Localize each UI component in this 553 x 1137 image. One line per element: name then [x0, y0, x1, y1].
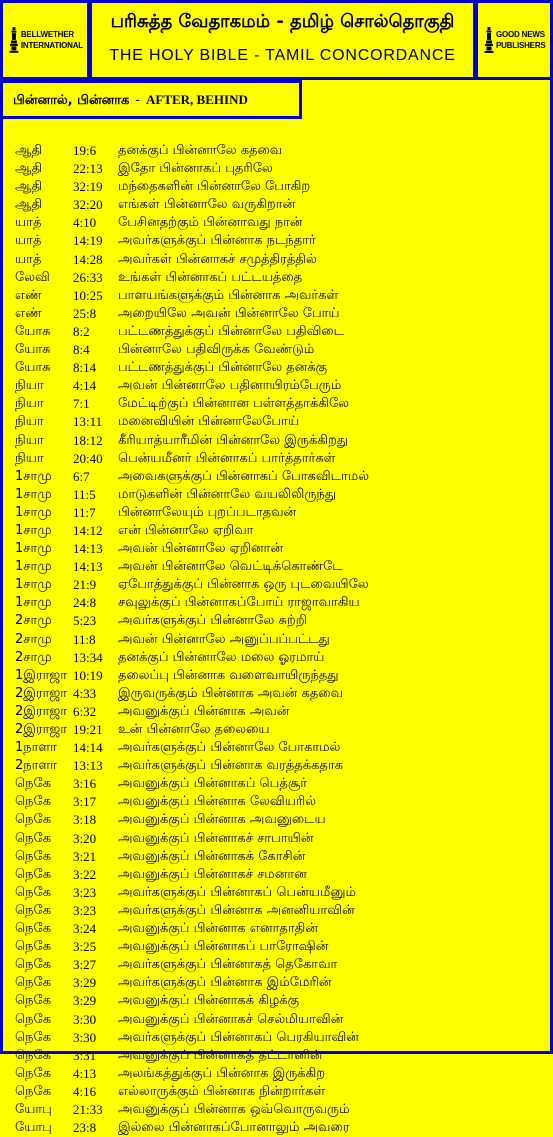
list-item — [15, 287, 545, 305]
verse-reference: 4:16 — [73, 1083, 97, 1099]
book-abbrev: லேவி — [15, 269, 50, 285]
verse-snippet: அவனுக்குப் பின்னாக அவனுடைய — [118, 812, 326, 828]
list-item — [15, 649, 545, 667]
book-abbrev: யாத் — [15, 251, 42, 267]
verse-snippet: பின்னாலேயும் புறப்படாதவன் — [118, 504, 297, 520]
list-item — [15, 395, 545, 413]
book-abbrev: நெகே — [15, 993, 52, 1009]
verse-snippet: அவர்களுக்குப் பின்னாக நடந்தார் — [118, 233, 316, 249]
verse-reference: 11:8 — [73, 631, 96, 647]
verse-snippet: எல்லாருக்கும் பின்னாக நின்றார்கள் — [118, 1083, 326, 1099]
book-abbrev: நியா — [15, 432, 44, 448]
verse-snippet: அவனுக்குப் பின்னாக லேவியரில் — [118, 794, 316, 810]
verse-snippet: பட்டணத்துக்குப் பின்னாலே தனக்கு — [118, 360, 328, 376]
list-item — [15, 305, 545, 323]
verse-snippet: பாளயங்களுக்கும் பின்னாக அவர்கள் — [118, 287, 339, 303]
verse-reference: 20:40 — [73, 450, 103, 466]
verse-snippet: அவன் பின்னாலே ஏறினான் — [118, 541, 283, 557]
book-abbrev: நியா — [15, 414, 44, 430]
book-abbrev: 1சாமு — [15, 486, 52, 502]
list-item — [15, 522, 545, 540]
list-item — [15, 576, 545, 594]
list-item — [15, 413, 545, 431]
verse-reference: 32:19 — [73, 179, 103, 195]
heading-tamil: பின்னால், பின்னாக — [13, 93, 130, 108]
list-item — [15, 1011, 545, 1029]
book-abbrev: நெகே — [15, 957, 52, 973]
list-item — [15, 739, 545, 757]
book-abbrev: 2இராஜா — [15, 703, 68, 719]
list-item — [15, 341, 545, 359]
word-heading-box — [0, 80, 302, 119]
goodnews-logo — [475, 0, 553, 80]
list-item — [15, 703, 545, 721]
list-item — [15, 612, 545, 630]
verse-reference: 3:24 — [73, 921, 97, 937]
verse-snippet: அவர்களுக்குப் பின்னாலே போகாமல் — [118, 740, 341, 756]
book-abbrev: 1சாமு — [15, 522, 52, 538]
book-abbrev: நெகே — [15, 866, 52, 882]
verse-reference: 14:13 — [73, 559, 103, 575]
verse-reference: 11:5 — [73, 486, 96, 502]
title-tamil: பரிசுத்த வேதாகமம் - தமிழ் சொல்தொகுதி — [110, 11, 455, 32]
book-abbrev: 2இராஜா — [15, 722, 68, 737]
verse-reference: 8:2 — [73, 323, 90, 339]
verse-reference: 4:13 — [73, 1065, 97, 1081]
list-item — [15, 377, 545, 395]
book-abbrev: யோபு — [15, 1101, 52, 1117]
bellwether-logo — [0, 0, 90, 80]
book-abbrev: நெகே — [15, 939, 52, 955]
book-abbrev: நெகே — [15, 1029, 52, 1045]
list-item — [15, 558, 545, 576]
list-item — [15, 1047, 545, 1065]
list-item — [15, 884, 545, 902]
verse-reference: 3:16 — [73, 776, 97, 792]
verse-snippet: பின்னாலே பதிவிருக்க வேண்டும் — [118, 342, 315, 358]
book-abbrev: ஆதி — [15, 197, 43, 213]
verse-snippet: அவன் பின்னாலே அனுப்பப்பட்டது — [118, 631, 330, 647]
verse-snippet: அவனுக்குப் பின்னாகத் தட்டானின் — [118, 1047, 323, 1063]
verse-reference: 3:20 — [73, 830, 97, 846]
verse-reference: 13:13 — [73, 758, 103, 774]
verse-reference: 14:14 — [73, 740, 103, 756]
left-border — [0, 119, 3, 1054]
book-abbrev: நெகே — [15, 1047, 52, 1063]
book-abbrev: நெகே — [15, 812, 52, 828]
verse-reference: 10:25 — [73, 287, 103, 303]
verse-reference: 6:7 — [73, 468, 90, 484]
goodnews-figure-icon — [484, 14, 494, 66]
verse-snippet: அவனுக்குப் பின்னாகக் கோசின் — [118, 848, 306, 864]
book-abbrev: நெகே — [15, 1065, 52, 1081]
book-abbrev: நெகே — [15, 830, 52, 846]
list-item — [15, 775, 545, 793]
verse-snippet: உங்கள் பின்னாகப் பட்டயத்தை — [118, 269, 303, 285]
verse-reference: 8:4 — [73, 342, 90, 358]
list-item — [15, 667, 545, 685]
verse-reference: 26:33 — [73, 269, 103, 285]
book-abbrev: 1சாமு — [15, 468, 52, 484]
verse-list — [15, 142, 545, 1137]
book-abbrev: 2சாமு — [15, 631, 52, 647]
verse-snippet: அவர்களுக்குப் பின்னாகத் தெகோவா — [118, 957, 338, 973]
verse-reference: 6:32 — [73, 703, 97, 719]
verse-reference: 13:11 — [73, 414, 103, 430]
verse-reference: 3:25 — [73, 939, 97, 955]
verse-snippet: அறையிலே அவன் பின்னாலே போய் — [118, 305, 340, 321]
verse-snippet: சவுலுக்குப் பின்னாகப்போய் ராஜாவாகிய — [118, 595, 360, 611]
book-abbrev: ஆதி — [15, 143, 43, 158]
word-heading — [13, 92, 248, 109]
verse-snippet: உன் பின்னாலே தலையை — [118, 722, 270, 737]
verse-reference: 11:7 — [73, 504, 96, 520]
list-item — [15, 160, 545, 178]
list-item — [15, 992, 545, 1010]
list-item — [15, 540, 545, 558]
list-item — [15, 1101, 545, 1119]
verse-reference: 25:8 — [73, 305, 97, 321]
verse-reference: 18:12 — [73, 432, 103, 448]
verse-reference: 14:13 — [73, 541, 103, 557]
book-abbrev: ஆதி — [15, 161, 43, 177]
book-abbrev: 1சாமு — [15, 504, 52, 520]
verse-snippet: அவன் பின்னாலே பதினாயிரம்பேரும் — [118, 378, 342, 394]
verse-snippet: அவனுக்குப் பின்னாக ஒவ்வொருவரும் — [118, 1101, 350, 1117]
book-abbrev: நெகே — [15, 1083, 52, 1099]
verse-reference: 3:27 — [73, 957, 97, 973]
verse-snippet: அவர்கள் பின்னாகச் சமுத்திரத்தில் — [118, 251, 317, 267]
book-abbrev: எண் — [15, 305, 42, 321]
verse-snippet: அவர்களுக்குப் பின்னாகப் பெரகியாவின் — [118, 1029, 359, 1045]
verse-reference: 4:33 — [73, 685, 97, 701]
book-abbrev: 1சாமு — [15, 577, 52, 593]
book-abbrev: நெகே — [15, 884, 52, 900]
verse-reference: 4:10 — [73, 215, 97, 231]
book-abbrev: நெகே — [15, 1011, 52, 1027]
goodnews-logo-text: GOOD NEWS PUBLISHERS — [495, 30, 546, 50]
book-abbrev: நெகே — [15, 975, 52, 991]
verse-reference: 32:20 — [73, 197, 103, 213]
list-item — [15, 848, 545, 866]
verse-reference: 14:19 — [73, 233, 103, 249]
book-abbrev: நியா — [15, 396, 44, 412]
book-abbrev: நெகே — [15, 848, 52, 864]
verse-snippet: மந்தைகளின் பின்னாலே போகிற — [118, 179, 311, 195]
verse-snippet: அவர்களுக்குப் பின்னாலே சுற்றி — [118, 613, 307, 629]
list-item — [15, 830, 545, 848]
book-abbrev: நெகே — [15, 776, 52, 792]
list-item — [15, 757, 545, 775]
list-item — [15, 251, 545, 269]
title-box — [89, 0, 476, 80]
verse-snippet: கீரியாத்யாரீமின் பின்னாலே இருக்கிறது — [118, 432, 349, 448]
book-abbrev: 1நாளா — [15, 740, 57, 756]
verse-reference: 3:17 — [73, 794, 97, 810]
verse-reference: 3:31 — [73, 1047, 97, 1063]
verse-reference: 3:29 — [73, 993, 97, 1009]
list-item — [15, 631, 545, 649]
verse-snippet: பட்டணத்துக்குப் பின்னாலே பதிவிடை — [118, 323, 345, 339]
verse-reference: 13:34 — [73, 649, 103, 665]
verse-snippet: இல்லை பின்னாகப்போனாலும் அவரை — [118, 1120, 350, 1136]
list-item — [15, 902, 545, 920]
list-item — [15, 1029, 545, 1047]
verse-snippet: அவனுக்குப் பின்னாகப் பாரோஷின் — [118, 939, 329, 955]
book-abbrev: ஆதி — [15, 179, 43, 195]
book-abbrev: 2நாளா — [15, 758, 57, 774]
verse-snippet: மனைவியின் பின்னாலேபோய் — [118, 414, 299, 430]
verse-reference: 3:30 — [73, 1011, 97, 1027]
list-item — [15, 1083, 545, 1101]
list-item — [15, 1119, 545, 1137]
verse-snippet: ஏபோத்துக்குப் பின்னாக ஒரு புடவையிலே — [118, 577, 369, 593]
book-abbrev: நெகே — [15, 902, 52, 918]
verse-snippet: தனக்குப் பின்னாலே கதவை — [118, 143, 283, 158]
book-abbrev: யோசு — [15, 342, 51, 358]
bellwether-logo-text: BELLWETHER INTERNATIONAL — [20, 30, 83, 50]
list-item — [15, 793, 545, 811]
book-abbrev: 1சாமு — [15, 595, 52, 611]
verse-snippet: இருவருக்கும் பின்னாக அவன் கதவை — [118, 685, 344, 701]
verse-snippet: தனக்குப் பின்னாலே மலை ஓரமாய் — [118, 649, 325, 665]
list-item — [15, 359, 545, 377]
verse-snippet: பேசினதற்கும் பின்னாவது நான் — [118, 215, 303, 231]
list-item — [15, 1065, 545, 1083]
verse-snippet: அவர்களுக்குப் பின்னாகப் பென்யமீனும் — [118, 884, 356, 900]
verse-reference: 3:29 — [73, 975, 97, 991]
verse-snippet: அவனுக்குப் பின்னாகச் சமனான — [118, 866, 307, 882]
list-item — [15, 178, 545, 196]
book-abbrev: 1சாமு — [15, 559, 52, 575]
list-item — [15, 956, 545, 974]
list-item — [15, 450, 545, 468]
verse-snippet: அவனுக்குப் பின்னாக எனாதாதின் — [118, 921, 318, 937]
verse-reference: 14:12 — [73, 522, 103, 538]
verse-reference: 3:21 — [73, 848, 97, 864]
verse-reference: 3:18 — [73, 812, 97, 828]
verse-snippet: மாடுகளின் பின்னாலே வயலிலிருந்து — [118, 486, 337, 502]
verse-snippet: மேட்டிற்குப் பின்னான பள்ளத்தாக்கிலே — [118, 396, 349, 412]
verse-reference: 24:8 — [73, 595, 97, 611]
verse-reference: 22:13 — [73, 161, 103, 177]
verse-snippet: அவர்களுக்குப் பின்னாக அனனியாவின் — [118, 902, 355, 918]
header — [0, 0, 553, 80]
verse-reference: 8:14 — [73, 360, 97, 376]
book-abbrev: யோசு — [15, 360, 51, 376]
list-item — [15, 232, 545, 250]
verse-reference: 21:33 — [73, 1101, 103, 1117]
verse-snippet: அலங்கத்துக்குப் பின்னாக இருக்கிற — [118, 1065, 326, 1081]
verse-reference: 3:22 — [73, 866, 97, 882]
verse-snippet: அவனுக்குப் பின்னாகச் செல்மியாவின் — [118, 1011, 344, 1027]
bellwether-figure-icon — [9, 14, 19, 66]
verse-reference: 3:23 — [73, 884, 97, 900]
book-abbrev: 1சாமு — [15, 541, 52, 557]
list-item — [15, 721, 545, 739]
verse-snippet: அவர்களுக்குப் பின்னாக வரத்தக்கதாக — [118, 758, 343, 774]
heading-english: AFTER, BEHIND — [146, 92, 248, 107]
heading-dash: - — [135, 93, 140, 108]
verse-reference: 19:6 — [73, 143, 97, 158]
book-abbrev: எண் — [15, 287, 42, 303]
verse-snippet: என் பின்னாலே ஏறிவா — [118, 522, 254, 538]
verse-reference: 14:28 — [73, 251, 103, 267]
verse-reference: 7:1 — [73, 396, 90, 412]
verse-reference: 10:19 — [73, 667, 103, 683]
verse-reference: 3:23 — [73, 902, 97, 918]
list-item — [15, 432, 545, 450]
verse-snippet: பென்யமீனர் பின்னாகப் பார்த்தார்கள் — [118, 450, 336, 466]
list-item — [15, 486, 545, 504]
verse-snippet: அவனுக்குப் பின்னாகச் சாபாயின் — [118, 830, 314, 846]
book-abbrev: நியா — [15, 378, 44, 394]
verse-snippet: அவனுக்குப் பின்னாகப் பெத்சூர் — [118, 776, 308, 792]
list-item — [15, 323, 545, 341]
list-item — [15, 142, 545, 160]
book-abbrev: 2சாமு — [15, 613, 52, 629]
book-abbrev: யோசு — [15, 323, 51, 339]
book-abbrev: 1இராஜா — [15, 667, 68, 683]
list-item — [15, 938, 545, 956]
verse-snippet: எங்கள் பின்னாலே வருகிறான் — [118, 197, 296, 213]
list-item — [15, 269, 545, 287]
list-item — [15, 685, 545, 703]
verse-reference: 23:8 — [73, 1120, 97, 1136]
list-item — [15, 920, 545, 938]
verse-snippet: அவனுக்குப் பின்னாக அவன் — [118, 703, 290, 719]
verse-reference: 21:9 — [73, 577, 97, 593]
list-item — [15, 974, 545, 992]
verse-reference: 3:30 — [73, 1029, 97, 1045]
verse-snippet: அவன் பின்னாலே வெட்டிக்கொண்டே — [118, 559, 343, 575]
book-abbrev: 2இராஜா — [15, 685, 68, 701]
verse-snippet: இதோ பின்னாகப் புதரிலே — [118, 161, 273, 177]
list-item — [15, 811, 545, 829]
book-abbrev: யோபு — [15, 1120, 52, 1136]
verse-reference: 4:14 — [73, 378, 97, 394]
list-item — [15, 196, 545, 214]
book-abbrev: நெகே — [15, 921, 52, 937]
book-abbrev: யாத் — [15, 215, 42, 231]
verse-reference: 19:21 — [73, 722, 103, 737]
list-item — [15, 468, 545, 486]
book-abbrev: நியா — [15, 450, 44, 466]
book-abbrev: நெகே — [15, 794, 52, 810]
list-item — [15, 214, 545, 232]
book-abbrev: யாத் — [15, 233, 42, 249]
title-english: THE HOLY BIBLE - TAMIL CONCORDANCE — [109, 47, 456, 64]
verse-snippet: அவனுக்குப் பின்னாகக் கிழக்கு — [118, 993, 300, 1009]
list-item — [15, 594, 545, 612]
verse-snippet: அவர்களுக்குப் பின்னாக இம்மேரின் — [118, 975, 332, 991]
book-abbrev: 2சாமு — [15, 649, 52, 665]
verse-snippet: தலைப்பு பின்னாக வளைவாயிருந்தது — [118, 667, 339, 683]
list-item — [15, 504, 545, 522]
verse-snippet: அவைகளுக்குப் பின்னாகப் போகவிடாமல் — [118, 468, 370, 484]
list-item — [15, 866, 545, 884]
verse-reference: 5:23 — [73, 613, 97, 629]
